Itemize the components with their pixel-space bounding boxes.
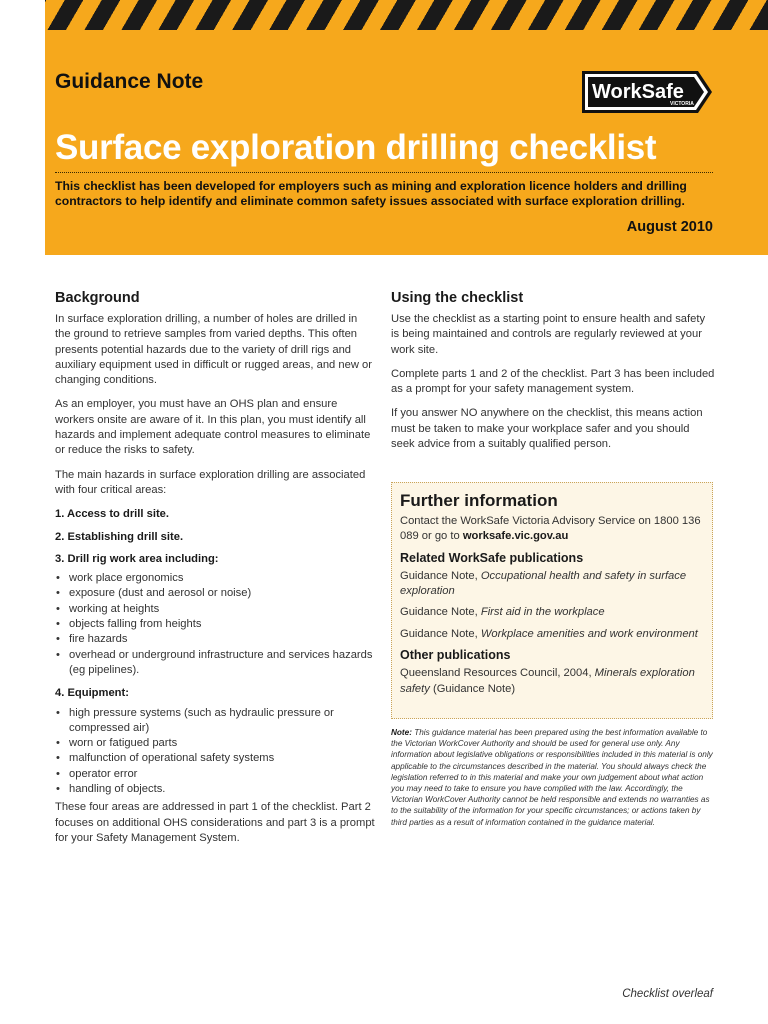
publication-title: First aid in the workplace	[480, 606, 605, 619]
header-banner	[45, 0, 768, 255]
publication-title: Workplace amenities and work environment	[480, 627, 698, 640]
title-divider	[55, 172, 713, 173]
list-item: • handling of objects.	[55, 782, 375, 797]
checklist-overleaf-text: Checklist overleaf	[622, 988, 713, 1000]
logo-subtext: VICTORIA	[670, 101, 694, 107]
using-heading: Using the checklist	[391, 290, 524, 306]
list-item: • worn or fatigued parts	[55, 736, 375, 751]
publication-prefix: Guidance Note,	[400, 569, 481, 582]
publication-item	[400, 605, 704, 620]
note-label: Note:	[391, 728, 412, 737]
area-3-list	[55, 571, 375, 678]
publication-suffix: (Guidance Note)	[432, 682, 516, 695]
website-link[interactable]: worksafe.vic.gov.au	[462, 530, 569, 543]
background-paragraph-3: The main hazards in surface exploration drilling are associated with four critical areas:	[55, 468, 366, 496]
critical-area-3: 3. Drill rig work area including:	[55, 552, 219, 565]
background-heading: Background	[55, 290, 140, 306]
publication-item	[400, 569, 704, 600]
other-publication-item	[400, 666, 704, 697]
publication-date: August 2010	[626, 219, 713, 235]
publication-item	[400, 627, 704, 642]
list-item: • overhead or underground infrastructure and services hazards (eg pipelines).	[55, 648, 375, 679]
critical-area-4: 4. Equipment:	[55, 687, 129, 700]
note-text: This guidance material has been prepared using the best information available to the Victorian WorkCover Authority and should be used for general use only. Any information about legislative obligations or responsibilities included in this material is only applicable to the circumstances described in the material. You should always check the legislation referred to in this material and make your own judgement about what action you may need to take to ensure you have complied with the law. Accordingly, the Victorian WorkCover Authority cannot be held responsible and extends no warranties as to the suitability of the information for your specific circumstances; or actions taken by third parties as a result of information contained in the guidance material.	[391, 728, 713, 827]
publication-prefix: Guidance Note,	[400, 627, 481, 640]
background-paragraph-2: As an employer, you must have an OHS plan and ensure workers onsite are aware of it. In this plan, you must identify all hazards and implement adequate control measures to eliminate or reduce the risks to safety.	[55, 398, 371, 457]
worksafe-logo	[582, 71, 712, 113]
background-section	[55, 289, 375, 855]
hazard-stripe	[45, 0, 768, 30]
related-publications-heading: Related WorkSafe publications	[400, 550, 584, 565]
disclaimer-note	[391, 727, 716, 828]
series-label: Guidance Note	[55, 70, 204, 93]
list-item: • exposure (dust and aerosol or noise)	[55, 586, 375, 601]
background-paragraph-4: These four areas are addressed in part 1 of the checklist. Part 2 focuses on additional OHS considerations and part 3 is a prompt for your Safety Management System.	[55, 801, 375, 844]
list-item: • malfunction of operational safety systems	[55, 751, 375, 766]
critical-area-1: 1. Access to drill site.	[55, 508, 169, 521]
list-item: • operator error	[55, 767, 375, 782]
area-4-list	[55, 706, 375, 798]
list-item: • working at heights	[55, 602, 375, 617]
publication-prefix: Guidance Note,	[400, 606, 481, 619]
using-paragraph-1: Use the checklist as a starting point to ensure health and safety is being maintained and controls are regularly reviewed at your work site.	[391, 313, 706, 356]
using-checklist-section	[391, 289, 716, 461]
intro-text: This checklist has been developed for employers such as mining and exploration licence holders and drilling contractors to help identify and eliminate common safety issues associated with surface exploration drilling.	[55, 179, 687, 208]
further-info-heading: Further information	[400, 491, 558, 510]
further-information-box	[391, 482, 713, 719]
list-item: • high pressure systems (such as hydraulic pressure or compressed air)	[55, 706, 375, 737]
contact-text	[400, 514, 704, 545]
using-paragraph-3: If you answer NO anywhere on the checklist, this means action must be taken to make your workplace safer and you should seek advice from a suitably qualified person.	[391, 407, 703, 451]
publication-prefix: Queensland Resources Council, 2004,	[400, 667, 592, 680]
other-publications-heading: Other publications	[400, 648, 511, 663]
list-item: • work place ergonomics	[55, 571, 375, 586]
list-item: • fire hazards	[55, 632, 375, 647]
publication-title: Minerals exploration safety	[400, 667, 695, 695]
critical-area-2: 2. Establishing drill site.	[55, 530, 184, 543]
publication-title: Occupational health and safety in surface exploration	[400, 569, 687, 598]
list-item: • objects falling from heights	[55, 617, 375, 632]
background-paragraph-1: In surface exploration drilling, a number of holes are drilled in the ground to retrieve samples from varied depths. This often presents potential hazards due to the variety of drill rigs and auxiliary equipment used in difficult or rugged areas, and new or changing conditions.	[55, 313, 372, 387]
logo-text: WorkSafe	[592, 81, 684, 103]
contact-label: Contact the WorkSafe Victoria Advisory Service on 1800 136 089 or go to	[400, 515, 701, 543]
page-title: Surface exploration drilling checklist	[55, 128, 657, 167]
using-paragraph-2: Complete parts 1 and 2 of the checklist. Part 3 has been included as a prompt for your safety management system.	[391, 367, 715, 396]
